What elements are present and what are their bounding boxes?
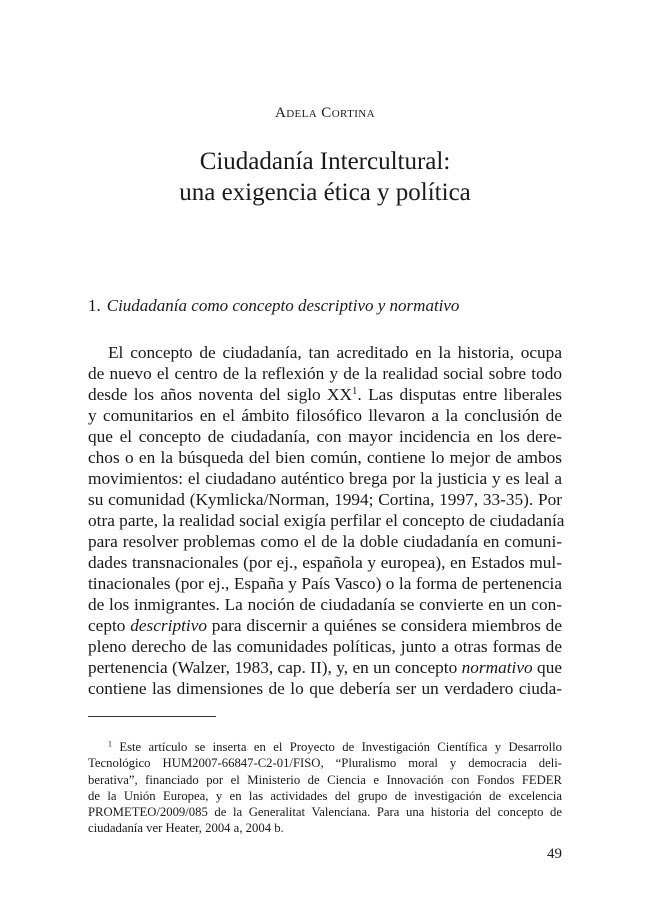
body-line: movimientos: el ciudadano auténtico brega por la justicia y es leal a: [88, 469, 562, 488]
footnote: [88, 739, 562, 837]
section-number: 1.: [88, 296, 101, 315]
footnote-line: de la Unión Europea, y en las actividades del grupo de investigación de excelencia: [88, 788, 562, 803]
body-text: desde los años noventa del siglo XX: [88, 385, 353, 404]
body-line: dades transnacionales (por ej., española y europea), en Estados mul-: [88, 553, 562, 572]
body-text: . Las disputas entre liberales: [357, 385, 562, 404]
author-name: Adela Cortina: [274, 105, 375, 121]
title-line-1: Ciudadanía Intercultural:: [199, 148, 451, 175]
body-line: de los inmigrantes. La noción de ciudadanía se convierte en un con-: [88, 595, 562, 614]
page-number: 49: [547, 846, 562, 862]
footnote-line: ciudadanía ver Heater, 2004 a, 2004 b.: [88, 821, 284, 836]
body-line: pleno derecho de las comunidades políticas, junto a otras formas de: [88, 637, 562, 656]
body-line: y comunitarios en el ámbito filosófico llevaron a la conclusión de: [88, 406, 562, 425]
emphasis-normativo: normativo: [461, 658, 533, 677]
body-line: otra parte, la realidad social exigía perfilar el concepto de ciudadanía: [88, 511, 565, 530]
body-line: [88, 615, 562, 636]
body-line: chos o en la búsqueda del bien común, contiene lo mejor de ambos: [88, 448, 562, 467]
footnote-line: [88, 739, 562, 755]
title-line-2: una exigencia ética y política: [179, 179, 471, 206]
body-text: para discernir a quiénes se considera miembros de: [207, 616, 562, 635]
body-line: [88, 384, 562, 405]
emphasis-descriptivo: descriptivo: [130, 616, 208, 635]
body-line: que el concepto de ciudadanía, con mayor incidencia en los dere-: [88, 427, 562, 446]
body-text: pertenencia (Walzer, 1983, cap. II), y, en un concepto: [88, 658, 462, 677]
body-paragraph: [88, 342, 565, 699]
section-heading: [88, 296, 459, 316]
footnote-ref[interactable]: 1: [352, 385, 358, 398]
body-line: de nuevo el centro de la reflexión y de la realidad social sobre todo: [88, 364, 562, 383]
body-line: [88, 657, 562, 678]
footnote-divider: [88, 716, 216, 717]
footnote-marker: 1: [108, 739, 112, 749]
body-text: que: [532, 658, 562, 677]
footnote-line: berativa”, financiado por el Ministerio de Ciencia e Innovación con Fondos FEDER: [88, 772, 562, 787]
section-title: Ciudadanía como concepto descriptivo y normativo: [106, 296, 460, 315]
body-line: para resolver problemas como el de la doble ciudadanía en comuni-: [88, 532, 562, 551]
body-line: contiene las dimensiones de lo que debería ser un verdadero ciuda-: [88, 679, 562, 698]
footnote-line: PROMETEO/2009/085 de la Generalitat Valenciana. Para una historia del concepto de: [88, 805, 562, 820]
body-text: cepto: [88, 616, 131, 635]
body-line: su comunidad (Kymlicka/Norman, 1994; Cortina, 1997, 33-35). Por: [88, 490, 562, 509]
footnote-line: Tecnológico HUM2007-66847-C2-01/FISO, “Pluralismo moral y democracia deli-: [88, 756, 562, 771]
article-title: [0, 146, 650, 208]
footnote-text: Este artículo se inserta en el Proyecto de Investigación Científica y Desarrollo: [119, 740, 562, 754]
body-line: El concepto de ciudadanía, tan acreditado en la historia, ocupa: [108, 343, 562, 362]
body-line: tinacionales (por ej., España y País Vasco) o la forma de pertenencia: [88, 574, 562, 593]
